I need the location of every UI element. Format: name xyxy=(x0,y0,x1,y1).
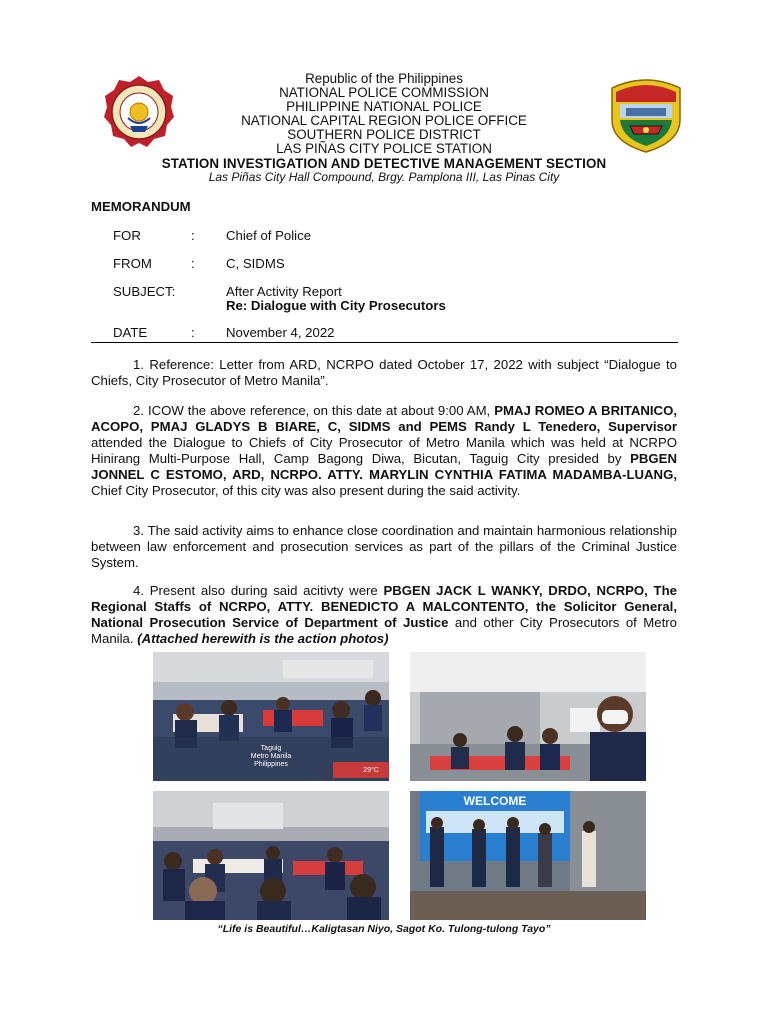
subject-line-1: After Activity Report xyxy=(226,284,342,299)
photo-1-stamp-1: Taguig xyxy=(260,745,282,752)
letterhead xyxy=(120,72,648,156)
paragraph-1-text: 1. Reference: Letter from ARD, NCRPO dated October 17, 2022 with subject “Dialogue to Chiefs, City Prosecutor of Metro Manila”. xyxy=(91,357,677,388)
from-value: C, SIDMS xyxy=(226,256,285,271)
paragraph-2 xyxy=(91,403,677,499)
subject-label: SUBJECT: xyxy=(113,284,176,299)
activity-photo-2 xyxy=(410,652,646,781)
photo-4-welcome-banner: WELCOME xyxy=(463,794,527,808)
subject-line-2: Re: Dialogue with City Prosecutors xyxy=(226,298,446,313)
photo-1-stamp-3: Philippines xyxy=(254,761,288,768)
paragraph-4-attachment-note: (Attached herewith is the action photos) xyxy=(137,631,389,646)
activity-photo-1 xyxy=(153,652,389,781)
letterhead-napolcom: NATIONAL POLICE COMMISSION xyxy=(279,85,489,100)
photo-1-stamp-2: Metro Manila xyxy=(250,753,292,760)
date-value: November 4, 2022 xyxy=(226,325,335,340)
paragraph-4-attendees: PBGEN JACK L WANKY, DRDO, NCRPO, The Regional Staffs of NCRPO, ATTY. BENEDICTO A MALCONTENTO, the Solicitor General, National Prosecution Service of Department of Justice xyxy=(91,583,677,630)
paragraph-2-attendees: PMAJ ROMEO A BRITANICO, ACOPO, PMAJ GLADYS B BIARE, C, SIDMS and PEMS Randy L Tenedero, Supervisor xyxy=(91,403,677,434)
paragraph-4 xyxy=(91,583,677,647)
station-address: Las Piñas City Hall Compound, Brgy. Pamplona III, Las Pinas City xyxy=(208,170,560,184)
paragraph-2-presiders: PBGEN JONNEL C ESTOMO, ARD, NCRPO. ATTY. MARYLIN CYNTHIA FATIMA MADAMBA-LUANG, xyxy=(91,451,677,482)
letterhead-spd: SOUTHERN POLICE DISTRICT xyxy=(287,127,481,142)
paragraph-3-text: 3. The said activity aims to enhance close coordination and maintain harmonious relationship between law enforcement and prosecution services as part of the pillars of the Criminal Justice System. xyxy=(91,523,677,570)
letterhead-republic: Republic of the Philippines xyxy=(305,71,463,86)
letterhead-ncrpo: NATIONAL CAPITAL REGION POLICE OFFICE xyxy=(241,113,527,128)
photo-1-temperature: 29°C xyxy=(363,767,379,774)
activity-photo-4 xyxy=(410,791,646,920)
memorandum-label: MEMORANDUM xyxy=(91,199,191,214)
for-colon: : xyxy=(191,228,195,243)
paragraph-4-text-a: 4. Present also during said acitivty were xyxy=(133,583,384,598)
paragraph-3 xyxy=(91,523,677,571)
date-label: DATE xyxy=(113,325,148,340)
letterhead-pnp: PHILIPPINE NATIONAL POLICE xyxy=(286,99,482,114)
paragraph-2-text-c: attended the Dialogue to Chiefs of City Prosecutor of Metro Manila which was held at NCRPO Hinirang Multi-Purpose Hall, Camp Bagong Diwa, Bicutan, Taguig City presided by xyxy=(91,435,677,466)
footer-slogan: “Life is Beautiful…Kaligtasan Niyo, Sagot Ko. Tulong-tulong Tayo” xyxy=(217,923,551,935)
for-label: FOR xyxy=(113,228,141,243)
activity-photo-3 xyxy=(153,791,389,920)
letterhead-station: LAS PIÑAS CITY POLICE STATION xyxy=(276,141,492,156)
paragraph-2-text-e: Chief City Prosecutor, of this city was also present during the said activity. xyxy=(91,483,521,498)
from-colon: : xyxy=(191,256,195,271)
paragraph-2-text-a: 2. ICOW the above reference, on this date at about 9:00 AM, xyxy=(133,403,495,418)
header-divider xyxy=(91,342,678,343)
date-colon: : xyxy=(191,325,195,340)
paragraph-4-text-c: and other City Prosecutors of Metro Manila. xyxy=(91,615,677,646)
from-label: FROM xyxy=(113,256,152,271)
for-value: Chief of Police xyxy=(226,228,312,243)
paragraph-1 xyxy=(91,357,677,389)
section-title: STATION INVESTIGATION AND DETECTIVE MANAGEMENT SECTION xyxy=(161,156,607,171)
